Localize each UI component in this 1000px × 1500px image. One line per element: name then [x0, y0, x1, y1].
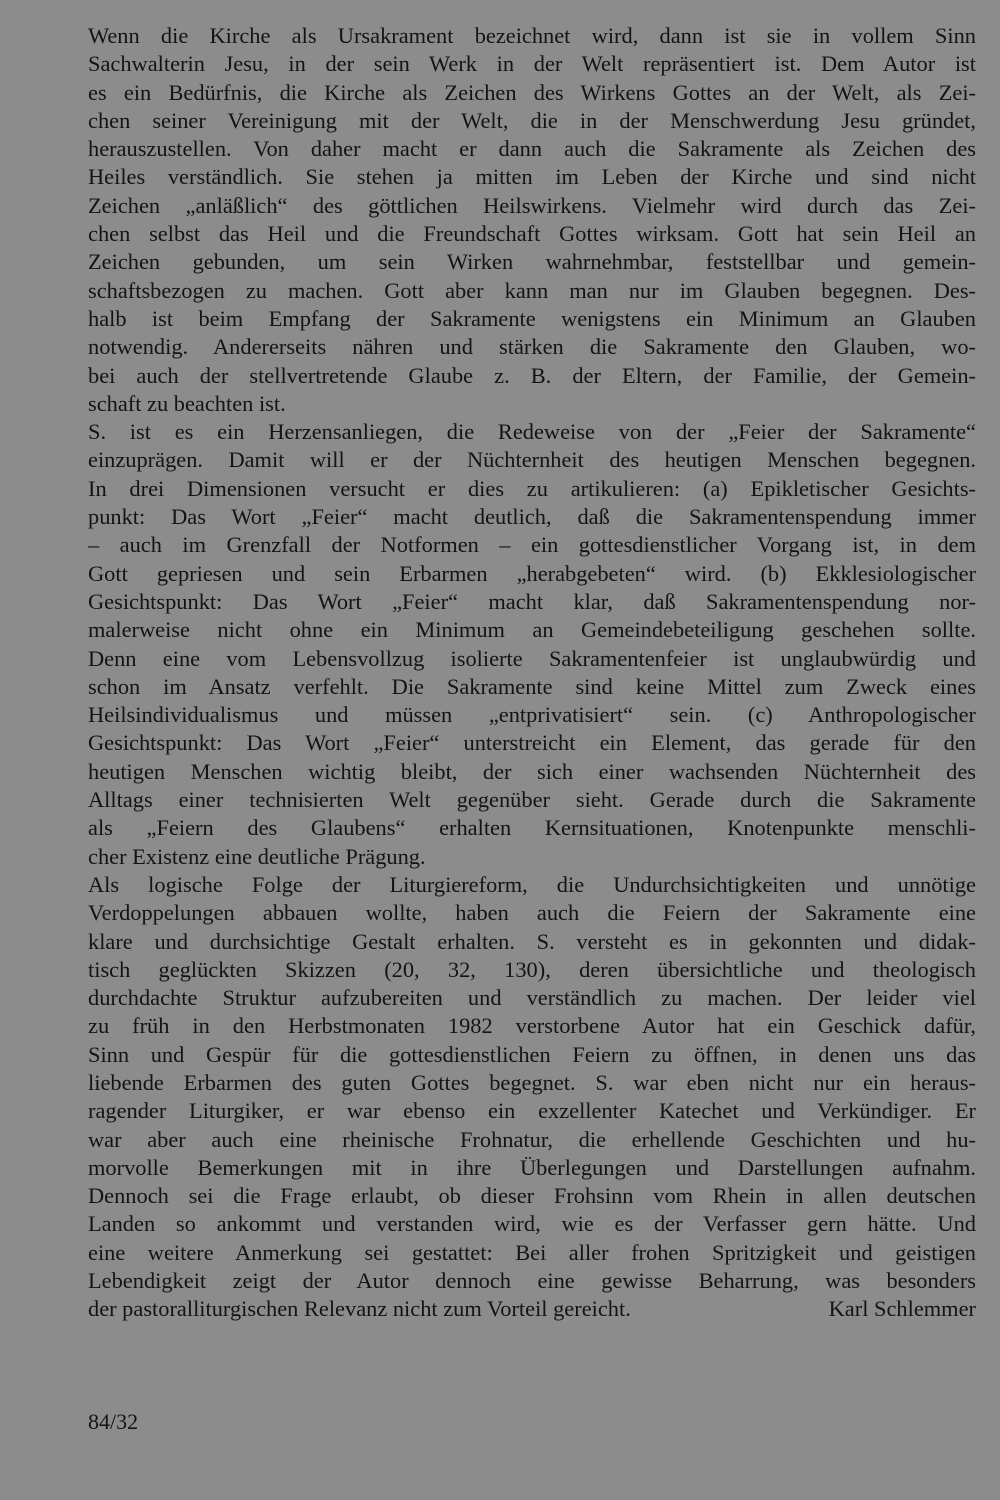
paragraph-2 [88, 418, 976, 871]
text-line: Gott gepriesen und sein Erbarmen „herabgebeten“ wird. (b) Ekklesiologischer [88, 560, 976, 586]
text-line: es ein Bedürfnis, die Kirche als Zeichen des Wirkens Gottes an der Welt, als Zei- [88, 79, 976, 105]
text-line: schaft zu beachten ist. [88, 390, 286, 416]
text-line: liebende Erbarmen des guten Gottes begegnet. S. war eben nicht nur ein heraus- [88, 1069, 976, 1095]
text-line: malerweise nicht ohne ein Minimum an Gemeindebeteiligung geschehen sollte. [88, 617, 976, 643]
text-line: Alltags einer technisierten Welt gegenüber sieht. Gerade durch die Sakramente [88, 787, 976, 813]
text-line: zu früh in den Herbstmonaten 1982 verstorbene Autor hat ein Geschick dafür, [88, 1013, 976, 1039]
text-line: cher Existenz eine deutliche Prägung. [88, 843, 426, 869]
text-line: notwendig. Andererseits nähren und stärken die Sakramente den Glauben, wo- [88, 334, 976, 360]
text-line: Landen so ankommt und verstanden wird, wie es der Verfasser gern hätte. Und [88, 1211, 976, 1237]
text-line: Lebendigkeit zeigt der Autor dennoch eine gewisse Beharrung, was besonders [88, 1268, 976, 1294]
text-line: Wenn die Kirche als Ursakrament bezeichnet wird, dann ist sie in vollem Sinn [88, 23, 976, 48]
text-line: morvolle Bemerkungen mit in ihre Überlegungen und Darstellungen aufnahm. [88, 1154, 976, 1180]
text-line: Dennoch sei die Frage erlaubt, ob dieser Frohsinn vom Rhein in allen deutschen [88, 1183, 976, 1209]
text-line: tisch geglückten Skizzen (20, 32, 130), deren übersichtliche und theologisch [88, 956, 976, 982]
text-line: schon im Ansatz verfehlt. Die Sakramente sind keine Mittel zum Zweck eines [88, 673, 976, 699]
text-line: durchdachte Struktur aufzubereiten und verständlich zu machen. Der leider viel [88, 985, 976, 1011]
author-signature: Karl Schlemmer [828, 1296, 976, 1322]
text-line: Denn eine vom Lebensvollzug isolierte Sakramentenfeier ist unglaubwürdig und [88, 645, 976, 671]
page-number: 84/32 [88, 1409, 139, 1434]
text-line: Zeichen „anläßlich“ des göttlichen Heilswirkens. Vielmehr wird durch das Zei- [88, 192, 976, 218]
text-line: In drei Dimensionen versucht er dies zu artikulieren: (a) Epikletischer Gesichts- [88, 475, 976, 501]
text-line: halb ist beim Empfang der Sakramente wenigstens ein Minimum an Glauben [88, 305, 976, 331]
text-line: punkt: Das Wort „Feier“ macht deutlich, daß die Sakramentenspendung immer [88, 504, 976, 530]
text-line: ragender Liturgiker, er war ebenso ein exzellenter Katechet und Verkündiger. Er [88, 1098, 976, 1124]
text-line: klare und durchsichtige Gestalt erhalten. S. versteht es in gekonnten und didak- [88, 928, 976, 954]
text-line: Heilsindividualismus und müssen „entprivatisiert“ sein. (c) Anthropologischer [88, 702, 976, 728]
final-line [88, 1295, 976, 1323]
text-line: schaftsbezogen zu machen. Gott aber kann man nur im Glauben begegnen. Des- [88, 277, 976, 303]
text-line: Gesichtspunkt: Das Wort „Feier“ unterstreicht ein Element, das gerade für den [88, 730, 976, 756]
text-line: – auch im Grenzfall der Notformen – ein gottesdienstlicher Vorgang ist, in dem [88, 532, 976, 558]
text-line: chen seiner Vereinigung mit der Welt, die in der Menschwerdung Jesu gründet, [88, 107, 976, 133]
text-line: chen selbst das Heil und die Freundschaft Gottes wirksam. Gott hat sein Heil an [88, 221, 976, 247]
text-line: Sachwalterin Jesu, in der sein Werk in der Welt repräsentiert ist. Dem Autor ist [88, 51, 976, 77]
text-line: bei auch der stellvertretende Glaube z. B. der Eltern, der Familie, der Gemein- [88, 362, 976, 388]
review-text [88, 22, 976, 1324]
text-line: heutigen Menschen wichtig bleibt, der sich einer wachsenden Nüchternheit des [88, 758, 976, 784]
text-line: herauszustellen. Von daher macht er dann auch die Sakramente als Zeichen des [88, 136, 976, 162]
text-line: Sinn und Gespür für die gottesdienstlichen Feiern zu öffnen, in denen uns das [88, 1041, 976, 1067]
text-line: Zeichen gebunden, um sein Wirken wahrnehmbar, feststellbar und gemein- [88, 249, 976, 275]
text-line: S. ist es ein Herzensanliegen, die Redeweise von der „Feier der Sakramente“ [88, 419, 976, 445]
text-line: war aber auch eine rheinische Frohnatur, die erhellende Geschichten und hu- [88, 1126, 976, 1152]
text-line: Als logische Folge der Liturgiereform, die Undurchsichtigkeiten und unnötige [88, 871, 976, 897]
text-line: Gesichtspunkt: Das Wort „Feier“ macht klar, daß Sakramentenspendung nor- [88, 588, 976, 614]
text-line: als „Feiern des Glaubens“ erhalten Kernsituationen, Knotenpunkte menschli- [88, 815, 976, 841]
paragraph-3 [88, 871, 976, 1324]
text-line: Verdoppelungen abbauen wollte, haben auch die Feiern der Sakramente eine [88, 900, 976, 926]
paragraph-1 [88, 22, 976, 418]
text-line: der pastoralliturgischen Relevanz nicht zum Vorteil gereicht. [88, 1296, 631, 1322]
text-line: Heiles verständlich. Sie stehen ja mitten im Leben der Kirche und sind nicht [88, 164, 976, 190]
text-line: einzuprägen. Damit will er der Nüchternheit des heutigen Menschen begegnen. [88, 447, 976, 473]
text-line: eine weitere Anmerkung sei gestattet: Bei aller frohen Spritzigkeit und geistigen [88, 1239, 976, 1265]
